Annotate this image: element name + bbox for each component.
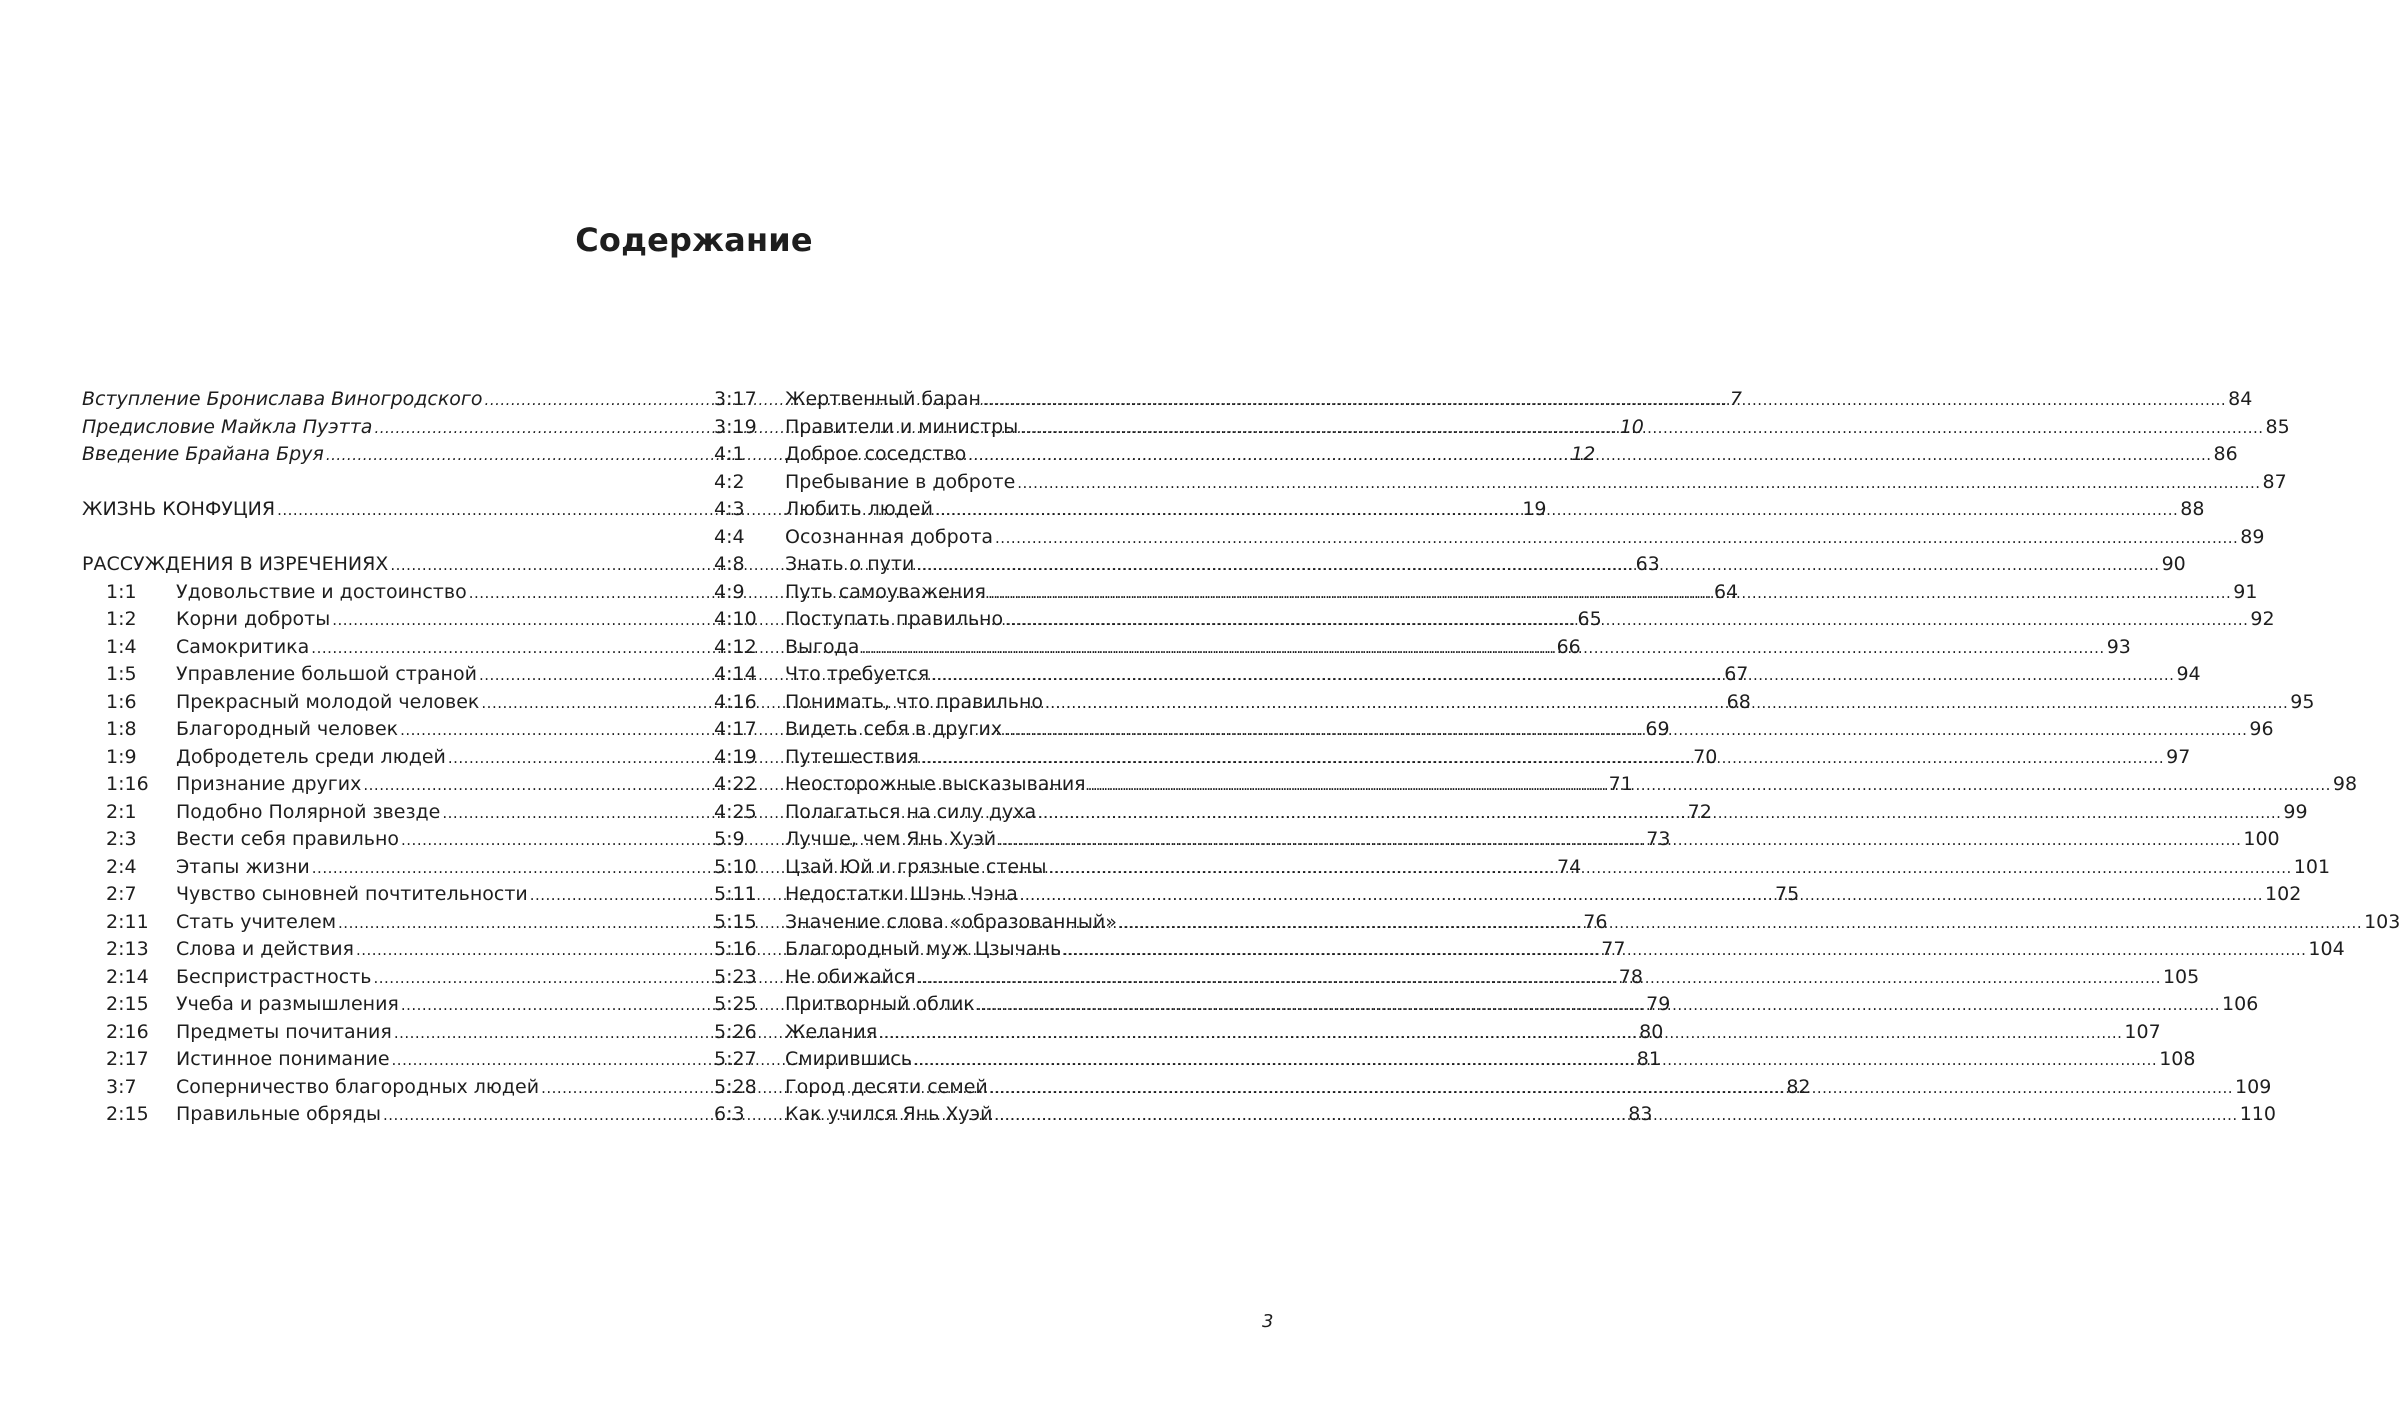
entry-label: Вести себя правильно <box>176 828 400 850</box>
entry-number: 5:10 <box>714 855 757 878</box>
dot-leader <box>914 1046 2157 1075</box>
entry-page: 95 <box>2290 690 2315 713</box>
entry-label: Управление большой страной <box>176 663 477 685</box>
dot-leader <box>921 744 2164 773</box>
dot-leader <box>1049 854 2292 883</box>
entry-page: 103 <box>2364 910 2400 933</box>
entry-number: 1:16 <box>106 773 149 795</box>
entry-number: 5:25 <box>714 993 757 1015</box>
entry-number: 4:2 <box>714 470 745 493</box>
entry-label: Город десяти семей <box>785 1075 988 1098</box>
entry-page: 107 <box>2124 1020 2161 1043</box>
dot-leader <box>977 991 2220 1020</box>
entry-label: Цзай Юй и грязные стены <box>785 855 1047 878</box>
entry-label: Полагаться на силу духа <box>785 800 1037 823</box>
page-number: 3 <box>1262 1311 1274 1332</box>
entry-page: 76 <box>1583 910 1608 933</box>
entry-label: Доброе соседство <box>785 443 967 465</box>
entry-page: 91 <box>2233 580 2258 603</box>
entry-label: Добродетель среди людей <box>176 745 446 768</box>
dot-leader <box>1063 936 2306 965</box>
entry-label: Пребывание в доброте <box>785 470 1016 493</box>
entry-page: 79 <box>1646 993 1671 1015</box>
entry-label: Видеть себя в других <box>785 718 1003 740</box>
entry-page: 101 <box>2293 855 2331 878</box>
entry-label: Учеба и размышления <box>176 993 399 1015</box>
entry-number: 6:3 <box>714 1103 745 1125</box>
dot-leader <box>1045 689 2288 718</box>
entry-label: Путь самоуважения <box>785 580 986 603</box>
entry-label: Осознанная доброта <box>785 525 994 548</box>
entry-number: 5:11 <box>714 883 757 905</box>
entry-label: Как учился Янь Хуэй <box>785 1103 993 1125</box>
dot-leader <box>1005 606 2248 635</box>
entry-number: 5:23 <box>714 965 757 988</box>
entry-number: 5:27 <box>714 1048 757 1070</box>
entry-number: 4:25 <box>714 800 757 823</box>
dot-leader <box>1004 716 2247 745</box>
entry-label: Недостатки Шэнь Чэна <box>785 883 1018 905</box>
entry-label: Значение слова «образованный» <box>785 910 1117 933</box>
entry-label: Правители и министры <box>785 415 1019 438</box>
entry-number: 4:10 <box>714 608 757 630</box>
entry-label: Путешествия <box>785 745 919 768</box>
entry-number: 5:26 <box>714 1020 757 1043</box>
entry-number: 3:7 <box>106 1075 137 1098</box>
entry-label: Понимать, что правильно <box>785 690 1044 713</box>
entry-number: 5:28 <box>714 1075 757 1098</box>
entry-page: 70 <box>1693 745 1718 768</box>
entry-label: Предметы почитания <box>176 1020 392 1043</box>
entry-label: Что требуется <box>785 663 930 685</box>
entry-label: Жертвенный баран <box>785 388 981 410</box>
entry-number: 4:12 <box>714 635 757 658</box>
entry-number: 2:1 <box>106 800 137 823</box>
entry-number: 2:16 <box>106 1020 149 1043</box>
entry-number: 4:8 <box>714 553 745 575</box>
dot-leader <box>1020 881 2263 910</box>
entry-number: 5:16 <box>714 938 757 960</box>
entry-page: 89 <box>2240 525 2265 548</box>
entry-page: 74 <box>1557 855 1582 878</box>
entry-label: Чувство сыновней почтительности <box>176 883 528 905</box>
entry-page: 77 <box>1601 938 1626 960</box>
dot-leader <box>861 634 2104 663</box>
entry-number: 5:15 <box>714 910 757 933</box>
entry-number: 4:9 <box>714 580 745 603</box>
dot-leader <box>918 964 2161 993</box>
entry-page: 81 <box>1636 1048 1661 1070</box>
entry-number: 2:7 <box>106 883 137 905</box>
entry-page: 90 <box>2161 553 2186 575</box>
entry-page: 100 <box>2243 828 2280 850</box>
dot-leader <box>935 496 2178 525</box>
entry-page: 97 <box>2166 745 2191 768</box>
entry-label: Введение Брайана Бруя <box>82 443 324 465</box>
entry-page: 110 <box>2239 1103 2276 1125</box>
dot-leader <box>994 1101 2237 1130</box>
entry-label: Корни доброты <box>176 608 331 630</box>
entry-label: Правильные обряды <box>176 1103 382 1125</box>
entry-label: Слова и действия <box>176 938 354 960</box>
entry-number: 4:19 <box>714 745 757 768</box>
entry-page: 82 <box>1786 1075 1811 1098</box>
entry-page: 68 <box>1726 690 1751 713</box>
toc-entry[interactable] <box>714 386 2253 414</box>
entry-page: 72 <box>1687 800 1712 823</box>
entry-label: Подобно Полярной звезде <box>176 800 441 823</box>
entry-label: Любить людей <box>785 498 933 520</box>
entry-label: Удовольствие и достоинство <box>176 580 467 603</box>
entry-number: 3:17 <box>714 388 757 410</box>
dot-leader <box>1020 414 2263 443</box>
dot-leader <box>988 579 2231 608</box>
entry-number: 2:4 <box>106 855 137 878</box>
entry-page: 96 <box>2249 718 2274 740</box>
entry-page: 65 <box>1577 608 1602 630</box>
entry-number: 1:4 <box>106 635 137 658</box>
section-label: РАССУЖДЕНИЯ В ИЗРЕЧЕНИЯХ <box>82 553 389 575</box>
entry-page: 99 <box>2283 800 2308 823</box>
entry-number: 2:17 <box>106 1048 149 1070</box>
entry-number: 1:1 <box>106 580 137 603</box>
entry-label: Неосторожные высказывания <box>785 773 1086 795</box>
entry-number: 2:11 <box>106 910 149 933</box>
entry-page: 108 <box>2159 1048 2196 1070</box>
entry-label: Истинное понимание <box>176 1048 390 1070</box>
page-title: Содержание <box>575 221 813 259</box>
section-label: ЖИЗНЬ КОНФУЦИЯ <box>82 498 276 520</box>
entry-number: 1:6 <box>106 690 137 713</box>
entry-page: 12 <box>1571 443 1596 465</box>
entry-page: 83 <box>1628 1103 1653 1125</box>
entry-number: 1:9 <box>106 745 137 768</box>
entry-page: 92 <box>2250 608 2275 630</box>
entry-label: Предисловие Майкла Пуэтта <box>82 415 373 438</box>
entry-label: Вступление Бронислава Виногродского <box>82 388 483 410</box>
entry-page: 75 <box>1775 883 1800 905</box>
entry-label: Не обижайся <box>785 965 916 988</box>
entry-label: Признание других <box>176 773 362 795</box>
dot-leader <box>931 661 2174 690</box>
entry-page: 80 <box>1639 1020 1664 1043</box>
entry-number: 1:2 <box>106 608 137 630</box>
entry-page: 69 <box>1645 718 1670 740</box>
dot-leader <box>995 524 2238 553</box>
entry-page: 66 <box>1556 635 1581 658</box>
dot-leader <box>1119 909 2362 938</box>
entry-label: Притворный облик <box>785 993 975 1015</box>
entry-number: 4:3 <box>714 498 745 520</box>
dot-leader <box>968 441 2211 470</box>
entry-number: 5:9 <box>714 828 745 850</box>
entry-label: Самокритика <box>176 635 310 658</box>
spacer <box>82 469 664 497</box>
entry-page: 86 <box>2213 443 2238 465</box>
section-page: 19 <box>1522 498 1547 520</box>
entry-number: 2:15 <box>106 993 149 1015</box>
entry-number: 1:5 <box>106 663 137 685</box>
entry-number: 4:4 <box>714 525 745 548</box>
entry-page: 84 <box>2228 388 2253 410</box>
entry-page: 109 <box>2235 1075 2272 1098</box>
entry-number: 2:15 <box>106 1103 149 1125</box>
section-page: 63 <box>1635 553 1660 575</box>
entry-page: 106 <box>2222 993 2259 1015</box>
entry-number: 4:16 <box>714 690 757 713</box>
entry-number: 2:13 <box>106 938 149 960</box>
entry-label: Соперничество благородных людей <box>176 1075 540 1098</box>
entry-label: Этапы жизни <box>176 855 310 878</box>
entry-page: 71 <box>1608 773 1633 795</box>
entry-page: 98 <box>2332 773 2358 795</box>
entry-page: 7 <box>1729 388 1742 410</box>
entry-page: 67 <box>1724 663 1749 685</box>
spacer <box>82 524 664 552</box>
dot-leader <box>879 1019 2122 1048</box>
entry-page: 10 <box>1619 415 1644 438</box>
toc-entry[interactable] <box>714 469 2287 497</box>
entry-page: 85 <box>2265 415 2290 438</box>
entry-label: Смирившись <box>785 1048 912 1070</box>
entry-page: 104 <box>2308 938 2345 960</box>
entry-page: 64 <box>1713 580 1739 603</box>
entry-number: 2:3 <box>106 828 137 850</box>
entry-page: 78 <box>1618 965 1643 988</box>
entry-label: Лучше, чем Янь Хуэй <box>785 828 997 850</box>
dot-leader <box>998 826 2241 855</box>
dot-leader <box>1038 799 2281 828</box>
dot-leader <box>916 551 2159 580</box>
entry-number: 4:14 <box>714 663 757 685</box>
entry-page: 105 <box>2162 965 2200 988</box>
entry-number: 4:17 <box>714 718 757 740</box>
entry-number: 3:19 <box>714 415 757 438</box>
entry-label: Выгода <box>785 635 860 658</box>
entry-number: 1:8 <box>106 718 137 740</box>
dot-leader <box>983 386 2226 415</box>
entry-label: Стать учителем <box>176 910 337 933</box>
entry-page: 102 <box>2265 883 2302 905</box>
entry-page: 93 <box>2106 635 2131 658</box>
entry-label: Прекрасный молодой человек <box>176 690 480 713</box>
entry-page: 88 <box>2180 498 2205 520</box>
entry-page: 94 <box>2176 663 2201 685</box>
entry-label: Благородный муж Цзычань <box>785 938 1062 960</box>
entry-number: 4:22 <box>714 773 757 795</box>
dot-leader <box>990 1074 2233 1103</box>
entry-page: 87 <box>2262 470 2287 493</box>
dot-leader <box>1017 469 2260 498</box>
dot-leader <box>1088 771 2331 800</box>
entry-label: Поступать правильно <box>785 608 1004 630</box>
entry-label: Благородный человек <box>176 718 399 740</box>
entry-page: 73 <box>1646 828 1671 850</box>
entry-label: Желания <box>785 1020 878 1043</box>
entry-label: Знать о пути <box>785 553 915 575</box>
entry-label: Беспристрастность <box>176 965 372 988</box>
entry-number: 2:14 <box>106 965 149 988</box>
entry-number: 4:1 <box>714 443 745 465</box>
toc-entry[interactable] <box>714 524 2265 552</box>
